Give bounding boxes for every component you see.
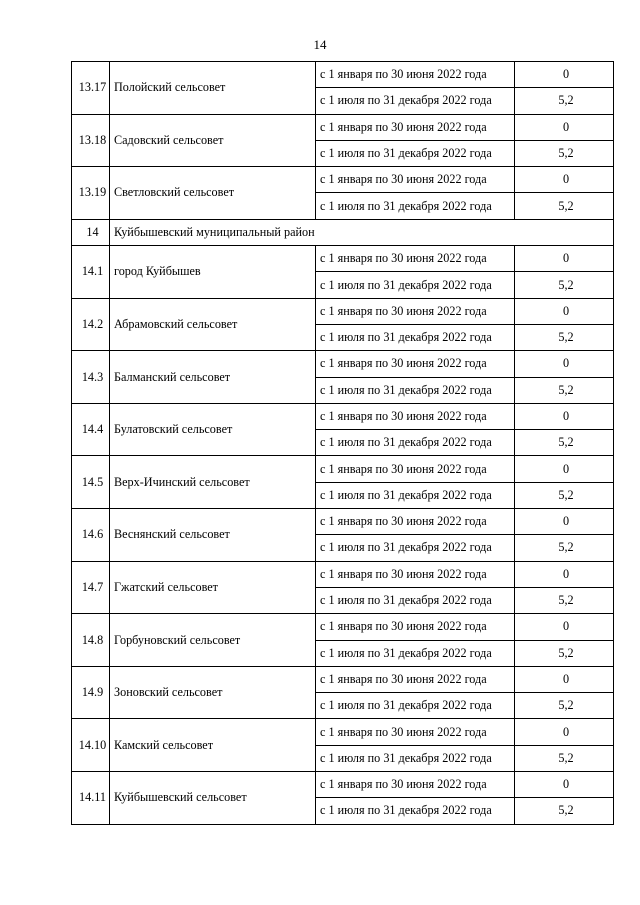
- period-first-half: с 1 января по 30 июня 2022 года: [316, 298, 515, 324]
- period-first-half: с 1 января по 30 июня 2022 года: [316, 456, 515, 482]
- period-second-half: с 1 июля по 31 декабря 2022 года: [316, 88, 515, 114]
- table-row: [72, 666, 614, 692]
- entity-name: Зоновский сельсовет: [110, 666, 316, 719]
- region-name: Куйбышевский муниципальный район: [110, 219, 614, 245]
- period-first-half: с 1 января по 30 июня 2022 года: [316, 62, 515, 88]
- row-number: 14.6: [72, 509, 110, 562]
- rate-second-half: 5,2: [515, 587, 614, 613]
- rate-first-half: 0: [515, 772, 614, 798]
- entity-name: Куйбышевский сельсовет: [110, 772, 316, 825]
- period-first-half: с 1 января по 30 июня 2022 года: [316, 167, 515, 193]
- row-number: 13.17: [72, 62, 110, 115]
- rate-second-half: 5,2: [515, 535, 614, 561]
- table-row: [72, 246, 614, 272]
- row-number: 14.4: [72, 403, 110, 456]
- period-second-half: с 1 июля по 31 декабря 2022 года: [316, 324, 515, 350]
- entity-name: Булатовский сельсовет: [110, 403, 316, 456]
- period-second-half: с 1 июля по 31 декабря 2022 года: [316, 140, 515, 166]
- rate-second-half: 5,2: [515, 430, 614, 456]
- row-number: 14.10: [72, 719, 110, 772]
- period-second-half: с 1 июля по 31 декабря 2022 года: [316, 535, 515, 561]
- table-row: [72, 114, 614, 140]
- rate-second-half: 5,2: [515, 693, 614, 719]
- row-number: 14.5: [72, 456, 110, 509]
- table-row: [72, 403, 614, 429]
- rate-second-half: 5,2: [515, 193, 614, 219]
- rate-second-half: 5,2: [515, 640, 614, 666]
- region-row: [72, 219, 614, 245]
- rate-second-half: 5,2: [515, 745, 614, 771]
- rate-first-half: 0: [515, 167, 614, 193]
- entity-name: Камский сельсовет: [110, 719, 316, 772]
- page-number: 14: [313, 37, 327, 52]
- rate-first-half: 0: [515, 666, 614, 692]
- table-row: [72, 351, 614, 377]
- rate-second-half: 5,2: [515, 482, 614, 508]
- rate-second-half: 5,2: [515, 324, 614, 350]
- period-second-half: с 1 июля по 31 декабря 2022 года: [316, 377, 515, 403]
- rate-first-half: 0: [515, 509, 614, 535]
- period-first-half: с 1 января по 30 июня 2022 года: [316, 403, 515, 429]
- period-first-half: с 1 января по 30 июня 2022 года: [316, 772, 515, 798]
- row-number: 14.9: [72, 666, 110, 719]
- table-row: [72, 719, 614, 745]
- row-number: 13.19: [72, 167, 110, 220]
- rate-first-half: 0: [515, 246, 614, 272]
- row-number: 14.11: [72, 772, 110, 825]
- rate-second-half: 5,2: [515, 88, 614, 114]
- tariff-table: [71, 61, 614, 825]
- entity-name: Полойский сельсовет: [110, 62, 316, 115]
- entity-name: Горбуновский сельсовет: [110, 614, 316, 667]
- table-row: [72, 167, 614, 193]
- period-second-half: с 1 июля по 31 декабря 2022 года: [316, 693, 515, 719]
- rate-second-half: 5,2: [515, 272, 614, 298]
- period-second-half: с 1 июля по 31 декабря 2022 года: [316, 798, 515, 824]
- period-first-half: с 1 января по 30 июня 2022 года: [316, 666, 515, 692]
- rate-first-half: 0: [515, 351, 614, 377]
- period-second-half: с 1 июля по 31 декабря 2022 года: [316, 272, 515, 298]
- rate-first-half: 0: [515, 456, 614, 482]
- rate-first-half: 0: [515, 614, 614, 640]
- entity-name: Веснянский сельсовет: [110, 509, 316, 562]
- entity-name: Светловский сельсовет: [110, 167, 316, 220]
- entity-name: Балманский сельсовет: [110, 351, 316, 404]
- entity-name: Верх-Ичинский сельсовет: [110, 456, 316, 509]
- table-row: [72, 614, 614, 640]
- table-row: [72, 509, 614, 535]
- rate-first-half: 0: [515, 719, 614, 745]
- table-row: [72, 561, 614, 587]
- row-number: 13.18: [72, 114, 110, 167]
- table-row: [72, 298, 614, 324]
- entity-name: Гжатский сельсовет: [110, 561, 316, 614]
- period-first-half: с 1 января по 30 июня 2022 года: [316, 614, 515, 640]
- period-first-half: с 1 января по 30 июня 2022 года: [316, 114, 515, 140]
- period-second-half: с 1 июля по 31 декабря 2022 года: [316, 430, 515, 456]
- period-second-half: с 1 июля по 31 декабря 2022 года: [316, 745, 515, 771]
- entity-name: Абрамовский сельсовет: [110, 298, 316, 351]
- table-row: [72, 456, 614, 482]
- rate-first-half: 0: [515, 62, 614, 88]
- row-number: 14: [72, 219, 110, 245]
- table-row: [72, 62, 614, 88]
- period-first-half: с 1 января по 30 июня 2022 года: [316, 561, 515, 587]
- rate-first-half: 0: [515, 298, 614, 324]
- row-number: 14.1: [72, 246, 110, 299]
- entity-name: Садовский сельсовет: [110, 114, 316, 167]
- period-first-half: с 1 января по 30 июня 2022 года: [316, 509, 515, 535]
- entity-name: город Куйбышев: [110, 246, 316, 299]
- table-row: [72, 772, 614, 798]
- period-first-half: с 1 января по 30 июня 2022 года: [316, 351, 515, 377]
- row-number: 14.7: [72, 561, 110, 614]
- period-second-half: с 1 июля по 31 декабря 2022 года: [316, 482, 515, 508]
- period-second-half: с 1 июля по 31 декабря 2022 года: [316, 640, 515, 666]
- rate-second-half: 5,2: [515, 377, 614, 403]
- rate-first-half: 0: [515, 403, 614, 429]
- period-second-half: с 1 июля по 31 декабря 2022 года: [316, 587, 515, 613]
- row-number: 14.3: [72, 351, 110, 404]
- period-first-half: с 1 января по 30 июня 2022 года: [316, 719, 515, 745]
- row-number: 14.8: [72, 614, 110, 667]
- rate-second-half: 5,2: [515, 140, 614, 166]
- row-number: 14.2: [72, 298, 110, 351]
- period-second-half: с 1 июля по 31 декабря 2022 года: [316, 193, 515, 219]
- rate-first-half: 0: [515, 561, 614, 587]
- rate-second-half: 5,2: [515, 798, 614, 824]
- rate-first-half: 0: [515, 114, 614, 140]
- period-first-half: с 1 января по 30 июня 2022 года: [316, 246, 515, 272]
